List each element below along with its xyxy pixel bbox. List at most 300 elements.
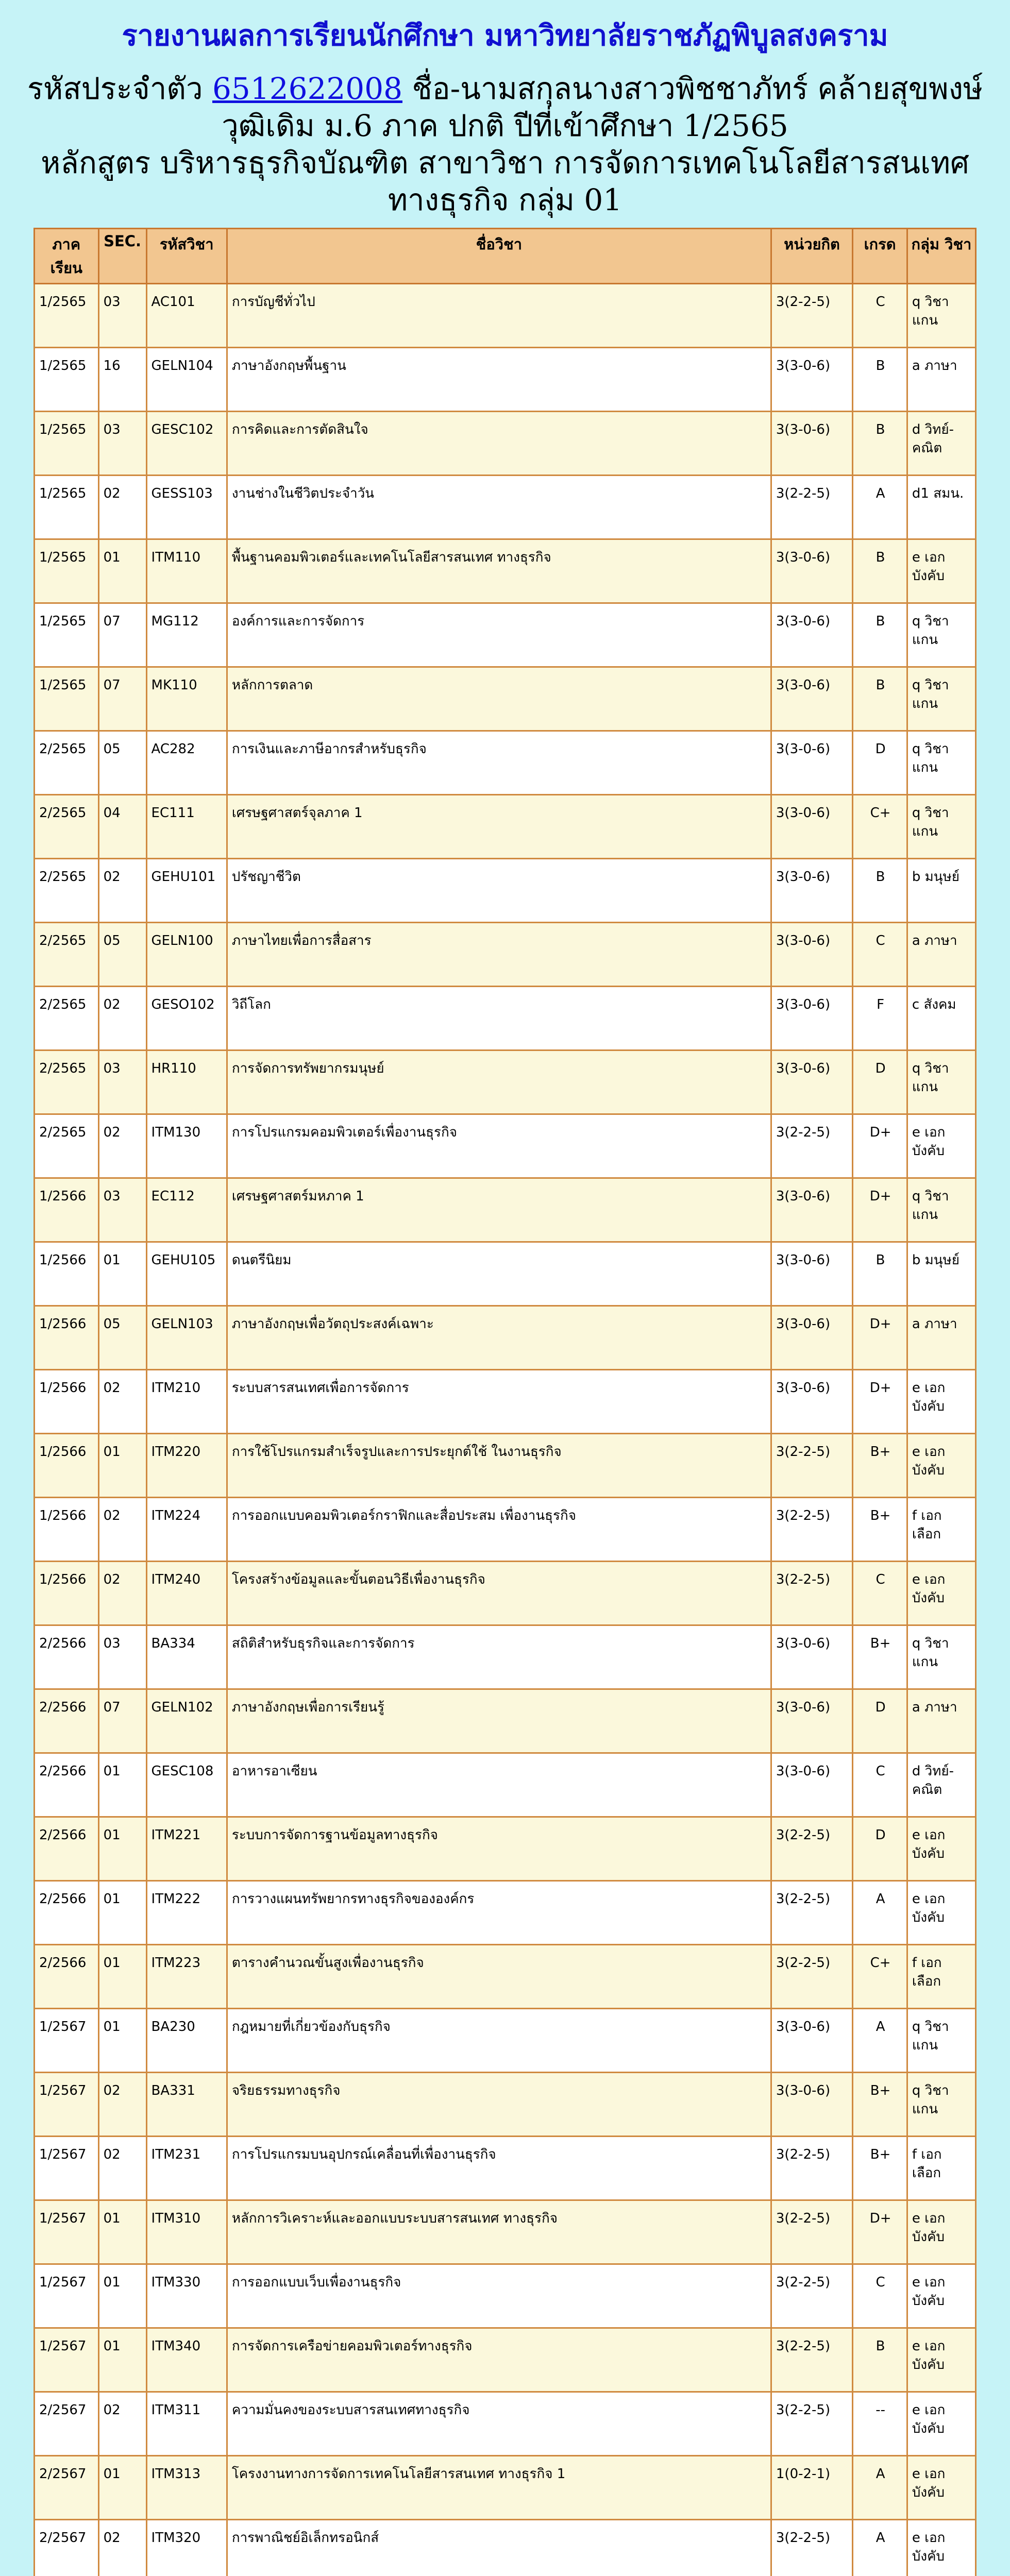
cell-sec: 04	[98, 795, 146, 859]
header-group: กลุ่ม วิชา	[907, 229, 975, 284]
cell-term: 1/2566	[35, 1178, 99, 1242]
cell-term: 2/2567	[35, 2520, 99, 2576]
cell-group: b มนุษย์	[907, 859, 975, 923]
table-row	[35, 1050, 976, 1114]
table-row	[35, 603, 976, 667]
table-row	[35, 859, 976, 923]
cell-sec: 01	[98, 1817, 146, 1881]
header-credit: หน่วยกิต	[771, 229, 852, 284]
cell-credit: 3(3-0-6)	[771, 859, 852, 923]
cell-grade: C+	[853, 1945, 907, 2009]
table-row	[35, 2073, 976, 2137]
header-term: ภาค เรียน	[35, 229, 99, 284]
cell-sec: 07	[98, 667, 146, 731]
cell-grade: B	[853, 1242, 907, 1306]
cell-sec: 03	[98, 1178, 146, 1242]
cell-sec: 03	[98, 1050, 146, 1114]
cell-group: e เอก บังคับ	[907, 1881, 975, 1945]
cell-credit: 3(2-2-5)	[771, 2200, 852, 2264]
cell-course-name: อาหารอาเซียน	[227, 1753, 771, 1817]
cell-code: ITM231	[146, 2137, 227, 2200]
cell-code: MG112	[146, 603, 227, 667]
table-row	[35, 2392, 976, 2456]
table-row	[35, 1242, 976, 1306]
cell-sec: 02	[98, 476, 146, 539]
table-row	[35, 412, 976, 476]
cell-group: e เอก บังคับ	[907, 2520, 975, 2576]
cell-grade: B+	[853, 2137, 907, 2200]
cell-course-name: การออกแบบคอมพิวเตอร์กราฟิกและสื่อประสม เพื่องานธุรกิจ	[227, 1498, 771, 1562]
cell-credit: 3(3-0-6)	[771, 667, 852, 731]
cell-code: ITM110	[146, 539, 227, 603]
cell-sec: 07	[98, 1689, 146, 1753]
cell-group: q วิชา แกน	[907, 1050, 975, 1114]
table-row	[35, 1562, 976, 1625]
cell-code: ITM311	[146, 2392, 227, 2456]
cell-course-name: โครงสร้างข้อมูลและขั้นตอนวิธีเพื่องานธุรกิจ	[227, 1562, 771, 1625]
cell-term: 1/2567	[35, 2200, 99, 2264]
table-row	[35, 2137, 976, 2200]
table-row	[35, 348, 976, 412]
header-sec: SEC.	[98, 229, 146, 284]
cell-credit: 3(2-2-5)	[771, 2328, 852, 2392]
cell-grade: B	[853, 667, 907, 731]
cell-code: EC111	[146, 795, 227, 859]
cell-code: ITM210	[146, 1370, 227, 1434]
cell-credit: 3(3-0-6)	[771, 987, 852, 1050]
cell-code: ITM221	[146, 1817, 227, 1881]
cell-course-name: การบัญชีทั่วไป	[227, 284, 771, 348]
table-row	[35, 1370, 976, 1434]
cell-code: BA334	[146, 1625, 227, 1689]
table-row	[35, 2520, 976, 2576]
cell-course-name: ระบบการจัดการฐานข้อมูลทางธุรกิจ	[227, 1817, 771, 1881]
cell-code: ITM320	[146, 2520, 227, 2576]
admission-line: วุฒิเดิม ม.6 ภาค ปกติ ปีที่เข้าศึกษา 1/2565	[222, 108, 788, 143]
cell-code: AC101	[146, 284, 227, 348]
cell-code: ITM130	[146, 1114, 227, 1178]
cell-term: 1/2566	[35, 1434, 99, 1498]
cell-grade: C	[853, 1753, 907, 1817]
cell-code: GELN104	[146, 348, 227, 412]
cell-sec: 02	[98, 1370, 146, 1434]
cell-course-name: เศรษฐศาสตร์จุลภาค 1	[227, 795, 771, 859]
name-label: ชื่อ-นามสกุล	[412, 71, 572, 106]
cell-credit: 3(3-0-6)	[771, 731, 852, 795]
cell-grade: D	[853, 731, 907, 795]
cell-group: e เอก บังคับ	[907, 539, 975, 603]
cell-term: 2/2566	[35, 1753, 99, 1817]
table-row	[35, 2200, 976, 2264]
cell-grade: B	[853, 859, 907, 923]
cell-code: GEHU105	[146, 1242, 227, 1306]
cell-grade: B	[853, 2328, 907, 2392]
cell-term: 2/2565	[35, 987, 99, 1050]
cell-course-name: การออกแบบเว็บเพื่องานธุรกิจ	[227, 2264, 771, 2328]
cell-course-name: ระบบสารสนเทศเพื่อการจัดการ	[227, 1370, 771, 1434]
cell-sec: 02	[98, 2520, 146, 2576]
cell-course-name: การโปรแกรมคอมพิวเตอร์เพื่องานธุรกิจ	[227, 1114, 771, 1178]
cell-credit: 3(3-0-6)	[771, 2073, 852, 2137]
cell-group: e เอก บังคับ	[907, 2456, 975, 2520]
cell-course-name: หลักการวิเคราะห์และออกแบบระบบสารสนเทศ ทางธุรกิจ	[227, 2200, 771, 2264]
cell-course-name: การใช้โปรแกรมสำเร็จรูปและการประยุกต์ใช้ ในงานธุรกิจ	[227, 1434, 771, 1498]
cell-credit: 3(3-0-6)	[771, 1050, 852, 1114]
cell-course-name: การพาณิชย์อิเล็กทรอนิกส์	[227, 2520, 771, 2576]
cell-code: ITM313	[146, 2456, 227, 2520]
student-info	[0, 70, 1010, 218]
table-row	[35, 1881, 976, 1945]
cell-group: e เอก บังคับ	[907, 2328, 975, 2392]
cell-term: 2/2566	[35, 1689, 99, 1753]
cell-credit: 3(2-2-5)	[771, 1562, 852, 1625]
cell-credit: 3(2-2-5)	[771, 1817, 852, 1881]
cell-credit: 3(2-2-5)	[771, 1945, 852, 2009]
cell-credit: 3(2-2-5)	[771, 2137, 852, 2200]
cell-grade: B+	[853, 1434, 907, 1498]
cell-course-name: สถิติสำหรับธุรกิจและการจัดการ	[227, 1625, 771, 1689]
cell-term: 1/2565	[35, 476, 99, 539]
cell-sec: 02	[98, 859, 146, 923]
cell-code: ITM310	[146, 2200, 227, 2264]
cell-credit: 3(3-0-6)	[771, 1689, 852, 1753]
header-grade: เกรด	[853, 229, 907, 284]
cell-credit: 3(3-0-6)	[771, 923, 852, 987]
cell-credit: 3(3-0-6)	[771, 1753, 852, 1817]
cell-term: 2/2566	[35, 1945, 99, 2009]
cell-code: EC112	[146, 1178, 227, 1242]
cell-group: q วิชา แกน	[907, 1625, 975, 1689]
cell-credit: 3(3-0-6)	[771, 348, 852, 412]
cell-code: BA230	[146, 2009, 227, 2073]
cell-credit: 3(3-0-6)	[771, 603, 852, 667]
cell-credit: 3(2-2-5)	[771, 1114, 852, 1178]
cell-grade: C	[853, 923, 907, 987]
cell-term: 1/2565	[35, 667, 99, 731]
cell-sec: 02	[98, 987, 146, 1050]
cell-sec: 03	[98, 284, 146, 348]
cell-code: GEHU101	[146, 859, 227, 923]
cell-sec: 02	[98, 2073, 146, 2137]
table-row	[35, 2328, 976, 2392]
cell-term: 1/2567	[35, 2137, 99, 2200]
cell-group: q วิชา แกน	[907, 603, 975, 667]
cell-term: 2/2565	[35, 859, 99, 923]
cell-term: 2/2566	[35, 1817, 99, 1881]
cell-term: 1/2566	[35, 1562, 99, 1625]
cell-credit: 3(3-0-6)	[771, 1306, 852, 1370]
table-row	[35, 1498, 976, 1562]
cell-term: 1/2566	[35, 1306, 99, 1370]
cell-course-name: การจัดการทรัพยากรมนุษย์	[227, 1050, 771, 1114]
cell-grade: A	[853, 2009, 907, 2073]
cell-group: e เอก บังคับ	[907, 1434, 975, 1498]
cell-code: BA331	[146, 2073, 227, 2137]
cell-term: 1/2565	[35, 348, 99, 412]
cell-code: ITM222	[146, 1881, 227, 1945]
cell-grade: D+	[853, 1370, 907, 1434]
table-row	[35, 1817, 976, 1881]
table-header-row	[35, 229, 976, 284]
cell-credit: 3(2-2-5)	[771, 1881, 852, 1945]
cell-sec: 05	[98, 731, 146, 795]
cell-grade: D	[853, 1817, 907, 1881]
cell-grade: B+	[853, 2073, 907, 2137]
cell-course-name: หลักการตลาด	[227, 667, 771, 731]
cell-sec: 02	[98, 1562, 146, 1625]
cell-grade: D	[853, 1689, 907, 1753]
cell-term: 2/2565	[35, 731, 99, 795]
cell-grade: D+	[853, 1114, 907, 1178]
cell-group: d วิทย์-คณิต	[907, 1753, 975, 1817]
cell-course-name: การจัดการเครือข่ายคอมพิวเตอร์ทางธุรกิจ	[227, 2328, 771, 2392]
cell-credit: 3(3-0-6)	[771, 795, 852, 859]
cell-course-name: ภาษาไทยเพื่อการสื่อสาร	[227, 923, 771, 987]
table-row	[35, 476, 976, 539]
cell-credit: 3(3-0-6)	[771, 412, 852, 476]
cell-code: GESC108	[146, 1753, 227, 1817]
table-row	[35, 2456, 976, 2520]
cell-sec: 07	[98, 603, 146, 667]
cell-group: e เอก บังคับ	[907, 2392, 975, 2456]
cell-code: MK110	[146, 667, 227, 731]
cell-grade: D+	[853, 2200, 907, 2264]
cell-sec: 02	[98, 1498, 146, 1562]
cell-grade: D+	[853, 1306, 907, 1370]
cell-grade: C+	[853, 795, 907, 859]
cell-code: GESO102	[146, 987, 227, 1050]
cell-course-name: พื้นฐานคอมพิวเตอร์และเทคโนโลยีสารสนเทศ ทางธุรกิจ	[227, 539, 771, 603]
header-code: รหัสวิชา	[146, 229, 227, 284]
table-row	[35, 923, 976, 987]
cell-course-name: ดนตรีนิยม	[227, 1242, 771, 1306]
cell-code: AC282	[146, 731, 227, 795]
cell-sec: 03	[98, 412, 146, 476]
cell-course-name: ความมั่นคงของระบบสารสนเทศทางธุรกิจ	[227, 2392, 771, 2456]
cell-credit: 3(3-0-6)	[771, 1625, 852, 1689]
cell-code: ITM224	[146, 1498, 227, 1562]
cell-group: a ภาษา	[907, 1306, 975, 1370]
table-row	[35, 1945, 976, 2009]
cell-grade: B+	[853, 1498, 907, 1562]
cell-code: GESS103	[146, 476, 227, 539]
cell-code: ITM340	[146, 2328, 227, 2392]
table-row	[35, 2009, 976, 2073]
cell-sec: 02	[98, 1114, 146, 1178]
cell-group: q วิชา แกน	[907, 795, 975, 859]
cell-term: 2/2566	[35, 1625, 99, 1689]
cell-group: e เอก บังคับ	[907, 1562, 975, 1625]
cell-term: 1/2567	[35, 2328, 99, 2392]
cell-term: 2/2567	[35, 2392, 99, 2456]
table-row	[35, 1114, 976, 1178]
cell-term: 2/2565	[35, 795, 99, 859]
cell-term: 1/2565	[35, 603, 99, 667]
cell-course-name: ภาษาอังกฤษพื้นฐาน	[227, 348, 771, 412]
cell-code: GESC102	[146, 412, 227, 476]
cell-credit: 3(2-2-5)	[771, 2520, 852, 2576]
cell-credit: 3(3-0-6)	[771, 1242, 852, 1306]
cell-group: q วิชา แกน	[907, 731, 975, 795]
cell-term: 1/2565	[35, 284, 99, 348]
cell-grade: A	[853, 1881, 907, 1945]
table-row	[35, 731, 976, 795]
cell-course-name: องค์การและการจัดการ	[227, 603, 771, 667]
table-row	[35, 1753, 976, 1817]
cell-term: 2/2565	[35, 923, 99, 987]
cell-credit: 3(3-0-6)	[771, 539, 852, 603]
cell-credit: 3(2-2-5)	[771, 476, 852, 539]
table-row	[35, 2264, 976, 2328]
cell-grade: B	[853, 539, 907, 603]
cell-grade: A	[853, 2520, 907, 2576]
cell-group: d วิทย์-คณิต	[907, 412, 975, 476]
cell-grade: C	[853, 284, 907, 348]
program-group-line: ทางธุรกิจ กลุ่ม 01	[388, 182, 622, 217]
program-line: หลักสูตร บริหารธุรกิจบัณฑิต สาขาวิชา การจัดการเทคโนโลยีสารสนเทศ	[41, 145, 969, 180]
cell-course-name: ภาษาอังกฤษเพื่อวัตถุประสงค์เฉพาะ	[227, 1306, 771, 1370]
cell-code: GELN102	[146, 1689, 227, 1753]
cell-credit: 3(2-2-5)	[771, 1498, 852, 1562]
cell-group: a ภาษา	[907, 923, 975, 987]
cell-term: 1/2567	[35, 2073, 99, 2137]
cell-sec: 16	[98, 348, 146, 412]
cell-sec: 01	[98, 1753, 146, 1817]
student-id-link[interactable]: 6512622008	[212, 71, 402, 106]
cell-code: ITM223	[146, 1945, 227, 2009]
cell-sec: 01	[98, 1242, 146, 1306]
cell-sec: 01	[98, 1881, 146, 1945]
table-row	[35, 667, 976, 731]
page-title: รายงานผลการเรียนนักศึกษา มหาวิทยาลัยราชภัฏพิบูลสงคราม	[122, 19, 888, 53]
cell-sec: 01	[98, 2264, 146, 2328]
cell-credit: 3(3-0-6)	[771, 1178, 852, 1242]
cell-group: e เอก บังคับ	[907, 2264, 975, 2328]
cell-code: GELN103	[146, 1306, 227, 1370]
table-row	[35, 284, 976, 348]
cell-group: q วิชา แกน	[907, 2009, 975, 2073]
cell-term: 1/2566	[35, 1498, 99, 1562]
id-label: รหัสประจำตัว	[27, 71, 203, 106]
cell-group: b มนุษย์	[907, 1242, 975, 1306]
cell-grade: A	[853, 476, 907, 539]
cell-group: e เอก บังคับ	[907, 1370, 975, 1434]
cell-grade: B	[853, 348, 907, 412]
cell-group: c สังคม	[907, 987, 975, 1050]
cell-sec: 05	[98, 923, 146, 987]
cell-grade: D	[853, 1050, 907, 1114]
cell-course-name: กฎหมายที่เกี่ยวข้องกับธุรกิจ	[227, 2009, 771, 2073]
cell-term: 1/2565	[35, 412, 99, 476]
cell-group: q วิชา แกน	[907, 667, 975, 731]
cell-group: f เอก เลือก	[907, 1945, 975, 2009]
cell-credit: 3(2-2-5)	[771, 2264, 852, 2328]
cell-term: 2/2567	[35, 2456, 99, 2520]
cell-group: q วิชา แกน	[907, 284, 975, 348]
cell-credit: 3(3-0-6)	[771, 1370, 852, 1434]
cell-grade: B	[853, 603, 907, 667]
cell-group: a ภาษา	[907, 1689, 975, 1753]
table-row	[35, 1434, 976, 1498]
table-row	[35, 1306, 976, 1370]
cell-sec: 01	[98, 1945, 146, 2009]
cell-grade: B	[853, 412, 907, 476]
cell-group: e เอก บังคับ	[907, 2200, 975, 2264]
cell-group: d1 สมน.	[907, 476, 975, 539]
cell-sec: 01	[98, 2328, 146, 2392]
table-row	[35, 1689, 976, 1753]
cell-group: q วิชา แกน	[907, 2073, 975, 2137]
cell-group: a ภาษา	[907, 348, 975, 412]
table-row	[35, 1178, 976, 1242]
cell-credit: 3(2-2-5)	[771, 284, 852, 348]
cell-course-name: จริยธรรมทางธุรกิจ	[227, 2073, 771, 2137]
cell-sec: 05	[98, 1306, 146, 1370]
cell-course-name: การโปรแกรมบนอุปกรณ์เคลื่อนที่เพื่องานธุรกิจ	[227, 2137, 771, 2200]
cell-sec: 01	[98, 2200, 146, 2264]
table-row	[35, 1625, 976, 1689]
cell-code: ITM220	[146, 1434, 227, 1498]
cell-code: ITM240	[146, 1562, 227, 1625]
cell-grade: B+	[853, 1625, 907, 1689]
cell-grade: C	[853, 1562, 907, 1625]
cell-grade: F	[853, 987, 907, 1050]
cell-credit: 1(0-2-1)	[771, 2456, 852, 2520]
cell-credit: 3(2-2-5)	[771, 2392, 852, 2456]
cell-sec: 02	[98, 2137, 146, 2200]
cell-course-name: โครงงานทางการจัดการเทคโนโลยีสารสนเทศ ทางธุรกิจ 1	[227, 2456, 771, 2520]
cell-grade: A	[853, 2456, 907, 2520]
cell-code: GELN100	[146, 923, 227, 987]
table-row	[35, 987, 976, 1050]
cell-course-name: ปรัชญาชีวิต	[227, 859, 771, 923]
header-course-name: ชื่อวิชา	[227, 229, 771, 284]
cell-term: 1/2567	[35, 2009, 99, 2073]
cell-group: e เอก บังคับ	[907, 1817, 975, 1881]
cell-group: f เอก เลือก	[907, 1498, 975, 1562]
cell-grade: D+	[853, 1178, 907, 1242]
cell-term: 2/2565	[35, 1114, 99, 1178]
cell-term: 1/2567	[35, 2264, 99, 2328]
cell-group: e เอก บังคับ	[907, 1114, 975, 1178]
cell-term: 1/2566	[35, 1370, 99, 1434]
student-name: นางสาวพิชชาภัทร์ คล้ายสุขพงษ์	[571, 71, 983, 106]
cell-course-name: ภาษาอังกฤษเพื่อการเรียนรู้	[227, 1689, 771, 1753]
grades-table	[33, 228, 977, 2576]
cell-course-name: วิถีโลก	[227, 987, 771, 1050]
cell-term: 2/2565	[35, 1050, 99, 1114]
cell-course-name: เศรษฐศาสตร์มหภาค 1	[227, 1178, 771, 1242]
cell-sec: 02	[98, 2392, 146, 2456]
cell-course-name: การเงินและภาษีอากรสำหรับธุรกิจ	[227, 731, 771, 795]
cell-sec: 01	[98, 2009, 146, 2073]
cell-grade: C	[853, 2264, 907, 2328]
cell-course-name: การวางแผนทรัพยากรทางธุรกิจขององค์กร	[227, 1881, 771, 1945]
student-id-line	[0, 70, 1010, 107]
cell-credit: 3(3-0-6)	[771, 2009, 852, 2073]
cell-credit: 3(2-2-5)	[771, 1434, 852, 1498]
cell-course-name: การคิดและการตัดสินใจ	[227, 412, 771, 476]
cell-code: HR110	[146, 1050, 227, 1114]
cell-sec: 03	[98, 1625, 146, 1689]
cell-code: ITM330	[146, 2264, 227, 2328]
cell-term: 1/2566	[35, 1242, 99, 1306]
cell-sec: 01	[98, 1434, 146, 1498]
cell-group: q วิชา แกน	[907, 1178, 975, 1242]
table-row	[35, 539, 976, 603]
cell-term: 2/2566	[35, 1881, 99, 1945]
cell-term: 1/2565	[35, 539, 99, 603]
